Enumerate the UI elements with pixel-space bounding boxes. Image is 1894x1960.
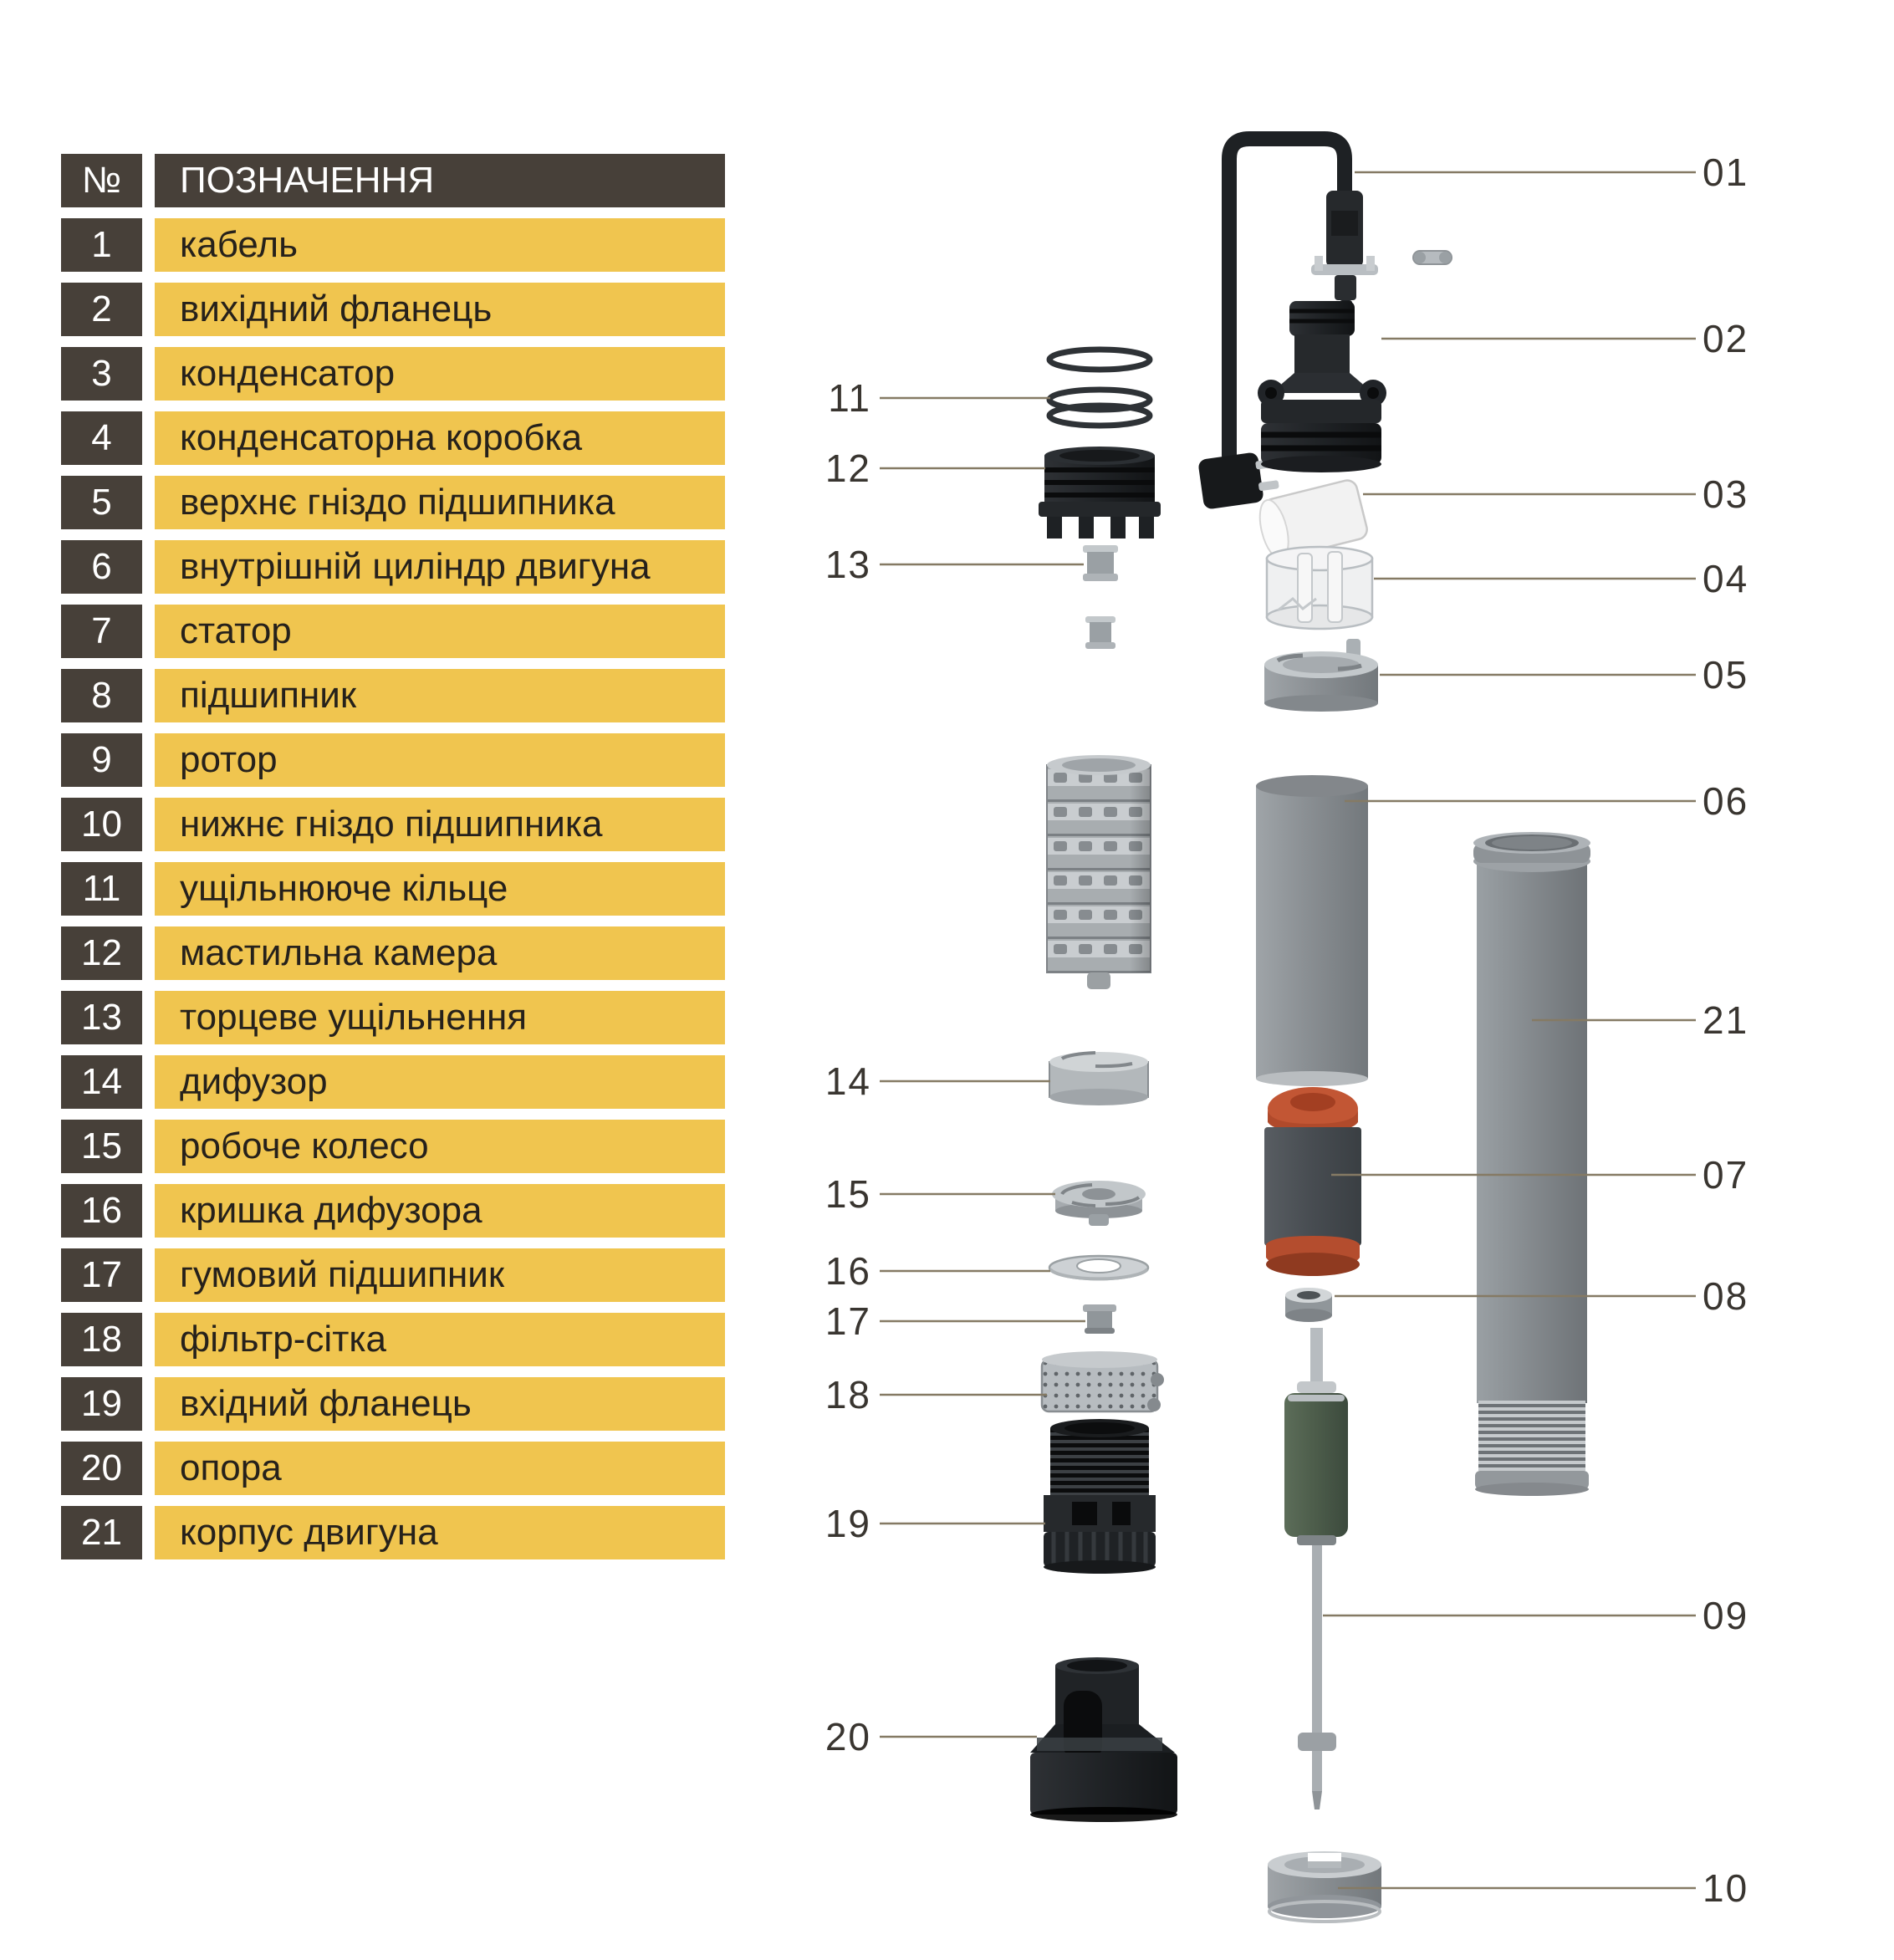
callout-label-17: 17 (824, 1299, 871, 1343)
callout-label-13: 13 (824, 543, 871, 586)
row-designation-cell: гумовий підшипник (155, 1248, 725, 1302)
callout-label-12: 12 (824, 447, 871, 490)
row-number-cell: 1 (61, 218, 142, 272)
row-designation-cell: ротор (155, 733, 725, 787)
row-designation-cell: нижнє гніздо підшипника (155, 798, 725, 851)
row-number-cell: 15 (61, 1120, 142, 1173)
callout-label-03: 03 (1703, 472, 1749, 516)
row-designation-cell: мастильна камера (155, 926, 725, 980)
row-number-cell: 8 (61, 669, 142, 722)
callout-label-04: 04 (1703, 557, 1749, 600)
row-number-cell: 6 (61, 540, 142, 594)
rotor-part (1284, 1328, 1348, 1809)
diffuser-stack-part (1047, 755, 1151, 989)
row-number-cell: 17 (61, 1248, 142, 1302)
callout-label-01: 01 (1703, 151, 1749, 194)
motor-housing-part (1473, 832, 1590, 1496)
row-designation-cell: робоче колесо (155, 1120, 725, 1173)
pin-part (1413, 251, 1452, 264)
callout-label-20: 20 (824, 1715, 871, 1758)
callout-label-06: 06 (1703, 779, 1749, 823)
row-number-cell: 7 (61, 605, 142, 658)
oil-chamber-part (1039, 447, 1161, 538)
callout-label-08: 08 (1703, 1274, 1749, 1318)
filter-mesh-part (1042, 1351, 1164, 1411)
callout-label-21: 21 (1703, 998, 1749, 1042)
table-header-number: № (61, 154, 142, 207)
table-header-designation: ПОЗНАЧЕННЯ (155, 154, 725, 207)
support-part (1030, 1657, 1177, 1822)
row-designation-cell: дифузор (155, 1055, 725, 1109)
row-designation-cell: конденсатор (155, 347, 725, 401)
capacitor-box-part (1267, 547, 1372, 629)
row-designation-cell: конденсаторна коробка (155, 411, 725, 465)
row-designation-cell: підшипник (155, 669, 725, 722)
impeller-part (1052, 1181, 1146, 1226)
callout-label-07: 07 (1703, 1153, 1749, 1197)
row-number-cell: 10 (61, 798, 142, 851)
upper-bearing-seat-part (1264, 639, 1378, 712)
callout-label-10: 10 (1703, 1866, 1749, 1910)
inlet-flange-part (1044, 1419, 1156, 1574)
outlet-flange-part (1258, 301, 1386, 472)
row-number-cell: 13 (61, 991, 142, 1044)
callout-label-19: 19 (824, 1502, 871, 1545)
row-designation-cell: вихідний фланець (155, 283, 725, 336)
row-number-cell: 2 (61, 283, 142, 336)
row-designation-cell: кабель (155, 218, 725, 272)
row-number-cell: 19 (61, 1377, 142, 1431)
row-designation-cell: верхнє гніздо підшипника (155, 476, 725, 529)
row-number-cell: 21 (61, 1506, 142, 1559)
row-number-cell: 20 (61, 1442, 142, 1495)
o-ring-part (1049, 350, 1150, 426)
callout-label-14: 14 (824, 1059, 871, 1103)
row-number-cell: 11 (61, 862, 142, 916)
inner-cylinder-part (1256, 775, 1368, 1086)
row-designation-cell: корпус двигуна (155, 1506, 725, 1559)
callout-label-09: 09 (1703, 1594, 1749, 1637)
row-number-cell: 3 (61, 347, 142, 401)
row-designation-cell: внутрішній циліндр двигуна (155, 540, 725, 594)
callout-label-05: 05 (1703, 653, 1749, 697)
lower-bearing-seat-part (1268, 1851, 1381, 1922)
diffuser-part (1049, 1052, 1148, 1105)
row-number-cell: 9 (61, 733, 142, 787)
callout-label-15: 15 (824, 1172, 871, 1216)
row-number-cell: 12 (61, 926, 142, 980)
callout-label-18: 18 (824, 1373, 871, 1416)
row-designation-cell: статор (155, 605, 725, 658)
row-designation-cell: опора (155, 1442, 725, 1495)
row-number-cell: 18 (61, 1313, 142, 1366)
callout-label-16: 16 (824, 1249, 871, 1293)
bearing-part (1285, 1288, 1332, 1322)
stator-part (1264, 1087, 1361, 1276)
row-number-cell: 4 (61, 411, 142, 465)
row-designation-cell: торцеве ущільнення (155, 991, 725, 1044)
row-number-cell: 5 (61, 476, 142, 529)
row-designation-cell: вхідний фланець (155, 1377, 725, 1431)
diffuser-cover-part (1049, 1256, 1148, 1279)
rubber-bearing-part (1083, 1304, 1116, 1334)
callout-label-11: 11 (828, 376, 871, 420)
row-designation-cell: кришка дифузора (155, 1184, 725, 1238)
callout-label-02: 02 (1703, 317, 1749, 360)
row-number-cell: 14 (61, 1055, 142, 1109)
row-designation-cell: фільтр-сітка (155, 1313, 725, 1366)
row-number-cell: 16 (61, 1184, 142, 1238)
mechanical-seal-part (1083, 545, 1118, 649)
row-designation-cell: ущільнююче кільце (155, 862, 725, 916)
